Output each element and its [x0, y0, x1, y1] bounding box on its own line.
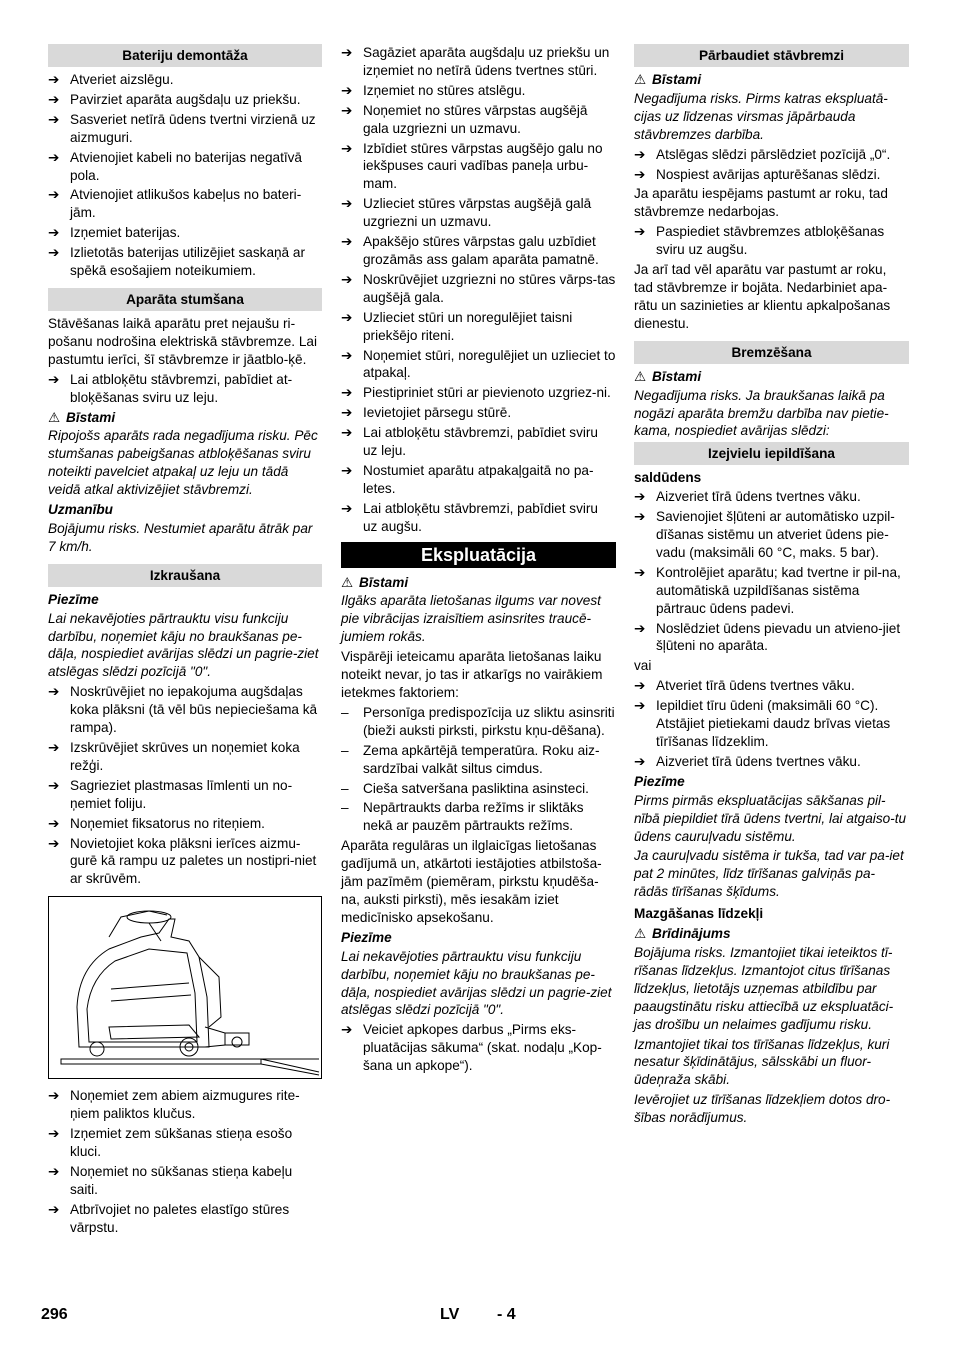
step-item — [634, 697, 909, 751]
step-text: Kontrolējiet aparātu; kad tvertne ir pil-na, automātiskā uzpildīšanas sistēma pārtrauc ūdens padevi. — [656, 564, 901, 616]
step-text: Izbīdiet stūres vārpstas augšējo galu no iekšpuses cauri vadības paneļa urbu-mam. — [363, 140, 603, 192]
or-label: vai — [634, 658, 652, 674]
step-text: Lai atbloķētu stāvbremzi, pabīdiet sviru uz augšu. — [363, 500, 598, 534]
list-item-text: Zema apkārtējā temperatūra. Roku aiz-sardzībai valkāt siltus cimdus. — [363, 742, 600, 776]
step-item — [341, 82, 616, 100]
step-text: Noskrūvējiet no iepakojuma augšdaļas koka plāksni (tā vēl būs nepieciešama kā rampa). — [70, 684, 318, 736]
fill-note-text: Pirms pirmās ekspluatācijas sākšanas pil-nībā piepildiet tīrā ūdens tvertni, lai atgaiso-tu ūdens cauruļvadu sistēmu. — [634, 792, 907, 844]
step-text: Apakšējo stūres vārpstas galu uzbīdiet grozāmās ass galam aparāta pamatnē. — [363, 234, 599, 267]
step-text: Lai atbloķētu stāvbremzi, pabīdiet sviru uz leju. — [363, 425, 598, 459]
caution-label: Uzmanību — [48, 502, 113, 518]
detergents-label: Mazgāšanas līdzekļi — [634, 906, 764, 922]
step-text: Izņemiet baterijas. — [70, 225, 181, 241]
step-item — [48, 1125, 322, 1161]
step-item — [341, 462, 616, 498]
arrow-right-icon: ➔ — [341, 234, 353, 250]
arrow-right-icon: ➔ — [341, 462, 353, 478]
fill-steps-list-2 — [634, 677, 909, 771]
danger-label: ⚠ Bīstami — [634, 368, 702, 384]
arrow-right-icon: ➔ — [634, 146, 646, 162]
dash-bullet: – — [341, 742, 349, 758]
arrow-right-icon: ➔ — [341, 271, 353, 287]
step-text: Pavirziet aparāta augšdaļu uz priekšu. — [70, 91, 301, 107]
language-code: LV — [440, 1306, 460, 1323]
warning-triangle-icon: ⚠ — [48, 409, 61, 425]
arrow-right-icon: ➔ — [48, 740, 60, 755]
arrow-right-icon: ➔ — [48, 835, 60, 851]
arrow-right-icon: ➔ — [48, 815, 60, 831]
push-caution-text: Bojājumu risks. Nestumiet aparātu ātrāk par 7 km/h. — [48, 520, 313, 554]
arrow-right-icon: ➔ — [48, 1088, 60, 1104]
unload-steps-list-2 — [48, 1087, 322, 1236]
sub-page-number: - 4 — [497, 1306, 516, 1323]
step-item — [341, 233, 616, 269]
arrow-right-icon: ➔ — [341, 347, 353, 363]
step-item — [48, 777, 322, 813]
braking-danger-text: Negadījuma risks. Ja braukšanas laikā pa nogāzi aparāta bremžu darbība nav pietie-kama, nospiediet avārijas slēdzi: — [634, 387, 889, 439]
arrow-right-icon: ➔ — [634, 509, 646, 525]
heading-braking: Bremzēšana — [634, 341, 909, 364]
step-item — [341, 140, 616, 194]
step-item — [48, 1201, 322, 1237]
step-item — [341, 347, 616, 383]
heading-pushing: Aparāta stumšana — [48, 288, 322, 311]
list-item — [341, 799, 616, 835]
step-item — [341, 424, 616, 460]
heading-operation: Ekspluatācija — [341, 542, 616, 568]
warning-triangle-icon: ⚠ — [634, 72, 647, 87]
step-text: Noņemiet zem abiem aizmugures rite-ņiem paliktos klučus. — [70, 1088, 300, 1122]
arrow-right-icon: ➔ — [341, 500, 353, 516]
arrow-right-icon: ➔ — [48, 1126, 60, 1142]
arrow-right-icon: ➔ — [634, 224, 646, 240]
factors-list — [341, 704, 616, 835]
step-text: Atveriet tīrā ūdens tvertnes vāku. — [656, 678, 855, 694]
step-text: Noslēdziet ūdens pievadu un atvieno-jiet šļūteni no aparāta. — [656, 620, 901, 654]
step-text: Atbrīvojiet no paletes elastīgo stūres vārpstu. — [70, 1201, 290, 1235]
warning-triangle-icon: ⚠ — [341, 574, 354, 590]
step-item — [634, 753, 909, 771]
unload-steps-list — [48, 683, 322, 888]
list-item-text: Nepārtraukts darba režīms ir sliktāks nekā ar pauzēm pārtraukts režīms. — [363, 800, 584, 834]
column-right — [634, 44, 909, 1129]
step-item — [341, 384, 616, 402]
step-text: Sagāziet aparāta augšdaļu uz priekšu un izņemiet no netīrā ūdens tvertnes stūri. — [363, 45, 610, 78]
danger-label: ⚠ Bīstami — [48, 409, 116, 425]
step-item — [48, 683, 322, 737]
step-text: Savienojiet šļūteni ar automātisko uzpil-dīšanas sistēmu un atveriet ūdens pie-vadu (maksimāli 60 °C, maks. 5 bar). — [656, 509, 895, 560]
parking-text: Ja aparātu iespējams pastumt ar roku, tad stāvbremze nedarbojas. — [634, 186, 888, 220]
step-text: Sagrieziet plastmasas līmlenti un no-ņemiet foliju. — [70, 777, 293, 811]
arrow-right-icon: ➔ — [48, 1163, 60, 1179]
step-text: Novietojiet koka plāksni ierīces aizmu-gurē kā rampu uz paletes un nostipri-niet ar skrūvēm. — [70, 835, 317, 887]
column-middle — [341, 44, 616, 1077]
step-item — [48, 1087, 322, 1123]
arrow-right-icon: ➔ — [341, 309, 353, 325]
step-item — [634, 620, 909, 656]
step-text: Atvienojiet kabeli no baterijas negatīvā pola. — [70, 149, 302, 183]
parking-text-2: Ja arī tad vēl aparātu var pastumt ar roku, tad stāvbremze ir bojāta. Nedarbiniet apa-rātu un sazinieties ar klientu apkalpošanas dienestu. — [634, 262, 891, 331]
step-text: Noņemiet fiksatorus no riteņiem. — [70, 815, 265, 831]
danger-label: ⚠ Bīstami — [634, 72, 702, 87]
step-text: Noņemiet no sūkšanas stieņa kabeļu saiti. — [70, 1163, 293, 1197]
step-item — [48, 244, 322, 280]
arrow-right-icon: ➔ — [341, 1022, 353, 1038]
arrow-right-icon: ➔ — [48, 371, 60, 387]
step-item — [634, 677, 909, 695]
detergent-warning-text: Bojājuma risks. Izmantojiet tikai ieteiktos tī-rīšanas līdzekļus. Izmantojot citus tīrīšanas līdzekļus, lietotājs uzņemas atbildību par paaugstinātu risku attiecībā uz ekspluatāci-jas drošību un nelaimes gadījumu risku. — [634, 944, 894, 1032]
parking-steps-list — [634, 146, 909, 184]
push-danger-text: Ripojošs aparāts rada negadījuma risku. Pēc stumšanas pabeigšanas atbloķēšanas sviru noteikti pavelciet atpakaļ uz leju un tādā veidā atkal aktivizējiet stāvbremzi. — [48, 428, 318, 498]
step-text: Aizveriet tīrā ūdens tvertnes vāku. — [656, 489, 861, 505]
dash-bullet: – — [341, 704, 349, 720]
note-label: Piezīme — [48, 591, 99, 607]
arrow-right-icon: ➔ — [48, 777, 60, 793]
operation-text-2: Aparāta regulāras un ilglaicīgas lietošanas gadījumā un, atkārtoti iestājoties atbilstoša-jām pazīmēm (piemēram, pirkstu kņudēša-na, auksti pirksti), mēs iesakām iziet medicīnisko apsekošanu. — [341, 838, 602, 925]
step-item — [48, 1163, 322, 1199]
step-text: Aizveriet tīrā ūdens tvertnes vāku. — [656, 753, 861, 769]
list-item — [341, 704, 616, 740]
list-item-text: Cieša satveršana pasliktina asinsteci. — [363, 780, 589, 796]
list-item — [341, 742, 616, 778]
warning-triangle-icon: ⚠ — [634, 368, 647, 384]
arrow-right-icon: ➔ — [48, 245, 60, 261]
step-text: Izņemiet no stūres atslēgu. — [363, 82, 526, 98]
step-item — [341, 404, 616, 422]
heading-unloading: Izkraušana — [48, 564, 322, 587]
dash-bullet: – — [341, 780, 349, 796]
step-item: ➔ Lai atbloķētu stāvbremzi, pabīdiet at-bloķēšanas sviru uz leju. — [48, 371, 293, 405]
step-text: Piestipriniet stūri ar pievienoto uzgriez-ni. — [363, 385, 611, 401]
list-item — [341, 780, 616, 798]
fill-steps-list — [634, 488, 909, 655]
step-item — [48, 835, 322, 889]
arrow-right-icon: ➔ — [48, 72, 60, 87]
step-text: Uzlieciet stūri un noregulējiet taisni priekšējo riteni. — [363, 309, 573, 343]
step-text: Izskrūvējiet skrūves un noņemiet koka režģi. — [70, 740, 300, 773]
step-text: Nospiest avārijas apturēšanas slēdzi. — [656, 166, 881, 182]
list-item-text: Personīga predispozīcija uz sliktu asinsriti (bieži auksti pirksti, pirkstu kņu-dēšana). — [363, 704, 615, 738]
arrow-right-icon: ➔ — [48, 1201, 60, 1217]
step-item — [634, 508, 909, 562]
step-item — [341, 500, 616, 536]
push-text: Stāvēšanas laikā aparātu pret nejaušu ri-pošanu nodrošina elektriskā stāvbremze. Lai pastumtu ierīci, šī stāvbremze ir jāatblo-ķē. — [48, 315, 318, 367]
step-item — [634, 488, 909, 506]
warning-triangle-icon: ⚠ — [634, 926, 647, 942]
step-item: ➔ Veiciet apkopes darbus „Pirms eks-pluatācijas sākuma“ (skat. nodaļu „Kop-šana un apkope“). — [341, 1022, 602, 1074]
unload-note-text: Lai nekavējoties pārtrauktu visu funkciju darbību, noņemiet kāju no braukšanas pe-dāļa, nospiediet avārijas slēdzi un pagrie-ziet atslēgas slēdzi pozīcijā "0". — [48, 610, 319, 680]
steering-steps-list — [341, 44, 616, 536]
parking-danger-text: Negadījuma risks. Pirms katras ekspluatā-cijas uz līdzenas virsmas jāpārbauda stāvbremzes darbība. — [634, 90, 888, 142]
arrow-right-icon: ➔ — [341, 196, 353, 212]
dash-bullet: – — [341, 800, 349, 816]
operation-text: Vispārēji ieteicamu aparāta lietošanas laiku noteikt nevar, jo tas ir atkarīgs no vairākiem ietekmes faktoriem: — [341, 649, 603, 700]
warning-label: ⚠ Brīdinājums — [634, 926, 731, 942]
unloading-illustration — [48, 896, 322, 1079]
step-item — [48, 739, 322, 775]
step-text: Iepildiet tīru ūdeni (maksimāli 60 °C). Atstājiet pietiekami daudz brīvas vietas tīrīšanas līdzeklim. — [656, 698, 891, 749]
arrow-right-icon: ➔ — [634, 564, 646, 580]
step-item — [634, 146, 909, 164]
step-text: Atveriet aizslēgu. — [70, 72, 174, 87]
heading-parking-brake: Pārbaudiet stāvbremzi — [634, 44, 909, 67]
arrow-right-icon: ➔ — [634, 620, 646, 636]
arrow-right-icon: ➔ — [48, 225, 60, 241]
arrow-right-icon: ➔ — [48, 111, 60, 127]
step-text: Izņemiet zem sūkšanas stieņa esošo kluci. — [70, 1126, 293, 1159]
battery-steps-list — [48, 71, 322, 280]
step-item — [634, 166, 909, 184]
note-label: Piezīme — [634, 773, 685, 789]
heading-battery-removal: Bateriju demontāža — [48, 44, 322, 67]
detergent-warning-text-3: Ievērojiet uz tīrīšanas līdzekļiem dotos dro-šības norādījumus. — [634, 1092, 891, 1126]
arrow-right-icon: ➔ — [341, 140, 353, 156]
scrubber-on-pallet-drawing — [49, 897, 321, 1078]
arrow-right-icon: ➔ — [48, 149, 60, 165]
arrow-right-icon: ➔ — [48, 187, 60, 203]
step-item — [341, 309, 616, 345]
note-label: Piezīme — [341, 929, 392, 945]
arrow-right-icon: ➔ — [634, 489, 646, 505]
step-item — [48, 91, 322, 109]
arrow-right-icon: ➔ — [341, 425, 353, 441]
page-number: 296 — [41, 1306, 68, 1323]
step-text: Atslēgas slēdzi pārslēdziet pozīcijā „0“. — [656, 146, 891, 162]
fresh-water-label: saldūdens — [634, 470, 702, 486]
arrow-right-icon: ➔ — [48, 91, 60, 107]
step-text: Sasveriet netīrā ūdens tvertni virzienā uz aizmuguri. — [70, 111, 316, 145]
column-left — [48, 44, 322, 1239]
arrow-right-icon: ➔ — [634, 166, 646, 182]
step-text: Atvienojiet atlikušos kabeļus no bateri-jām. — [70, 187, 302, 221]
step-item — [341, 102, 616, 138]
detergent-warning-text-2: Izmantojiet tikai tos tīrīšanas līdzekļus, kuri nesatur šķīdinātājus, sālsskābi un fluor-ūdeņraža skābi. — [634, 1036, 890, 1088]
step-item — [341, 271, 616, 307]
step-item — [48, 71, 322, 89]
arrow-right-icon: ➔ — [634, 698, 646, 714]
step-item — [48, 815, 322, 833]
operation-danger-text: Ilgāks aparāta lietošanas ilgums var novest pie vibrācijas izraisītiem asinsrites traucē-jumiem rokās. — [341, 593, 601, 645]
step-text: Uzlieciet stūres vārpstas augšējā galā uzgriezni un uzmavu. — [363, 196, 592, 230]
step-item — [48, 111, 322, 147]
step-text: Noņemiet no stūres vārpstas augšējā gala uzgriezni un uzmavu. — [363, 102, 588, 136]
arrow-right-icon: ➔ — [341, 385, 353, 401]
step-text: Ievietojiet pārsegu stūrē. — [363, 405, 512, 421]
step-text: Noskrūvējiet uzgriezni no stūres vārps-tas augšējā gala. — [363, 271, 616, 305]
arrow-right-icon: ➔ — [341, 405, 353, 421]
step-item — [341, 195, 616, 231]
step-text: Nostumiet aparātu atpakaļgaitā no pa-letes. — [363, 462, 594, 496]
heading-filling: Izejvielu iepildīšana — [634, 442, 909, 465]
step-text: Izlietotās baterijas utilizējiet saskaņā ar spēkā esošajiem noteikumiem. — [70, 245, 305, 279]
operation-note-text: Lai nekavējoties pārtrauktu visu funkciju darbību, noņemiet kāju no braukšanas pe-dāļa, nospiediet avārijas slēdzi un pagrie-ziet atslēgas slēdzi pozīcijā "0". — [341, 948, 612, 1018]
step-item — [341, 44, 616, 80]
step-item — [48, 149, 322, 185]
arrow-right-icon: ➔ — [341, 102, 353, 118]
arrow-right-icon: ➔ — [634, 753, 646, 769]
fill-note-text-2: Ja cauruļvadu sistēma ir tukša, tad var pa-iet pat 2 minūtes, līdz tīrīšanas galviņās pa-rādās tīrīšanas šķīdums. — [634, 848, 904, 900]
arrow-right-icon: ➔ — [48, 684, 60, 700]
arrow-right-icon: ➔ — [634, 678, 646, 694]
arrow-right-icon: ➔ — [341, 45, 353, 60]
step-item: ➔ Paspiediet stāvbremzes atbloķēšanas sviru uz augšu. — [634, 224, 885, 258]
step-item — [634, 564, 909, 618]
danger-label: ⚠ Bīstami — [341, 574, 409, 590]
step-text: Noņemiet stūri, noregulējiet un uzlieciet to atpakaļ. — [363, 347, 616, 381]
arrow-right-icon: ➔ — [341, 82, 353, 98]
step-item — [48, 186, 322, 222]
step-item — [48, 224, 322, 242]
